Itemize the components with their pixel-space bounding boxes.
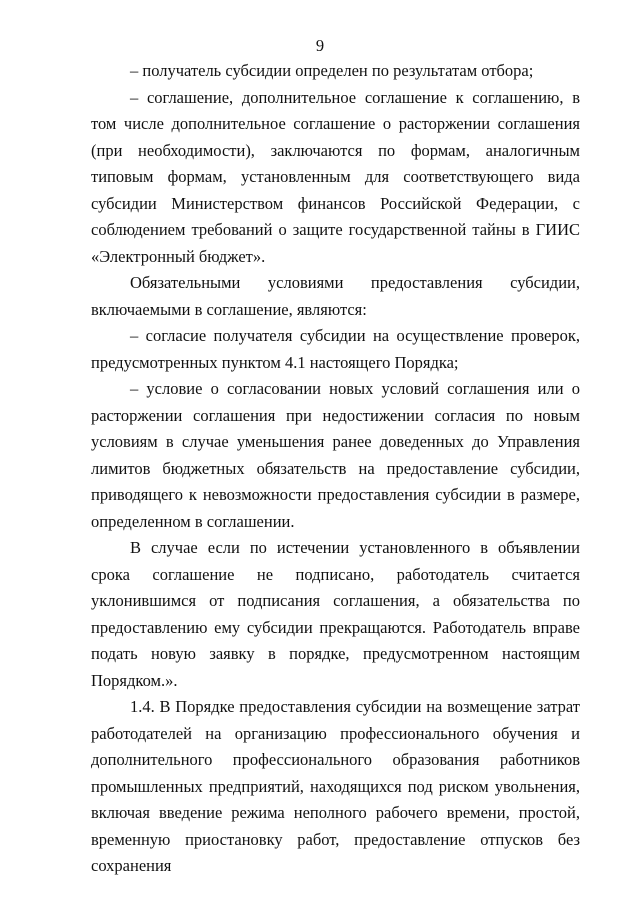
page-number: 9: [315, 36, 325, 55]
paragraph-mandatory-conditions: Обязательными условиями предоставления субсидии, включаемыми в соглашение, являются:: [91, 273, 580, 319]
document-body: [91, 58, 580, 880]
paragraph-agreement-not-signed: В случае если по истечении установленного в объявлении срока соглашение не подписано, работодатель считается уклонившимся от подписания соглашения, а обязательства по предоставлению ему субсидии прекращаются. Работодатель вправе подать новую заявку в порядке, предусмотренном настоящим Порядком.».: [91, 538, 580, 690]
paragraph-recipient-determined: – получатель субсидии определен по результатам отбора;: [130, 61, 534, 80]
paragraph-condition-new-terms: – условие о согласовании новых условий соглашения или о расторжении соглашения при недостижении согласия по новым условиям в случае уменьшения ранее доведенных до Управления лимитов бюджетных обязательств на предоставление субсидии, приводящего к невозможности предоставления субсидии в размере, определенном в соглашении.: [91, 379, 580, 531]
paragraph-consent-inspections: – согласие получателя субсидии на осуществление проверок, предусмотренных пунктом 4.1 настоящего Порядка;: [91, 326, 580, 372]
paragraph-section-1-4: 1.4. В Порядке предоставления субсидии на возмещение затрат работодателей на организацию профессионального обучения и дополнительного профессионального образования работников промышленных предприятий, находящихся под риском увольнения, включая введение режима неполного рабочего времени, простой, временную приостановку работ, предоставление отпусков без сохранения: [91, 697, 580, 875]
paragraph-agreement-forms: – соглашение, дополнительное соглашение к соглашению, в том числе дополнительное соглашение о расторжении соглашения (при необходимости), заключаются по формам, аналогичным типовым формам, установленным для соответствующего вида субсидии Министерством финансов Российской Федерации, с соблюдением требований о защите государственной тайны в ГИИС «Электронный бюджет».: [91, 87, 580, 266]
